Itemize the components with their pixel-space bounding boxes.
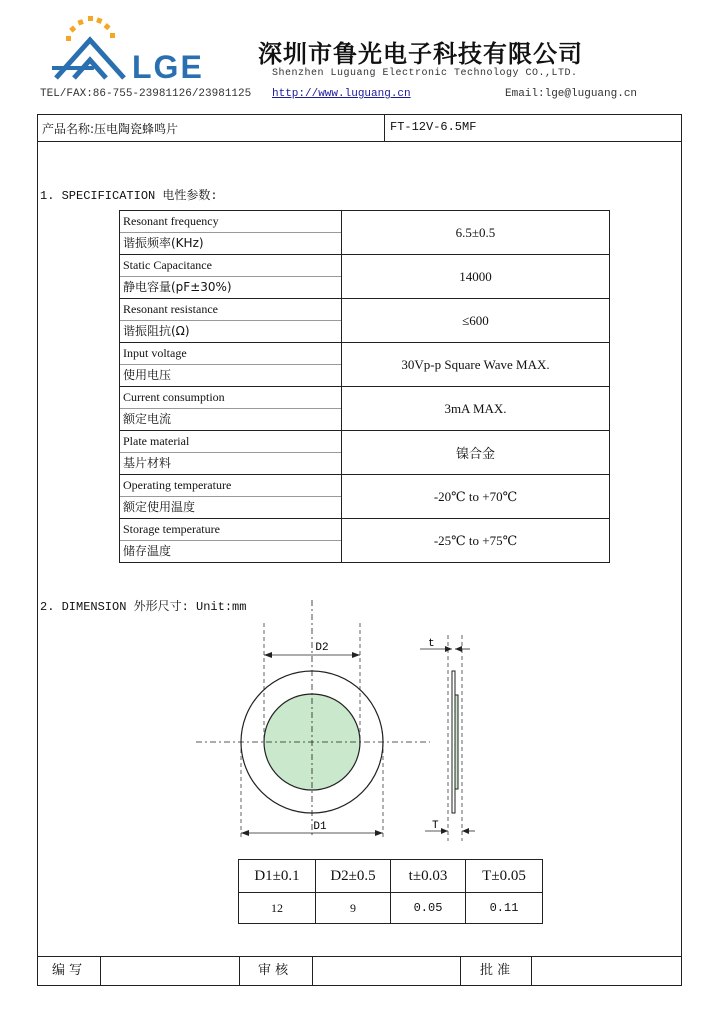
logo-mark-icon	[52, 14, 232, 84]
spec-label-en: Static Capacitance	[120, 255, 341, 277]
spec-label-en: Resonant resistance	[120, 299, 341, 321]
side-ceramic	[455, 695, 458, 789]
spec-row	[120, 431, 610, 475]
spec-label	[120, 387, 342, 431]
signoff-bar	[37, 956, 682, 986]
dim-header-d2: D2±0.5	[316, 860, 391, 893]
dimension-drawing	[180, 595, 500, 855]
spec-label-en: Operating temperature	[120, 475, 341, 497]
d1-label: D1	[313, 821, 327, 833]
divider	[100, 956, 101, 986]
dim-header-d1: D1±0.1	[239, 860, 316, 893]
tel-fax: TEL/FAX:86-755-23981126/23981125	[40, 88, 252, 100]
spec-label-en: Current consumption	[120, 387, 341, 409]
spec-value: 14000	[342, 255, 610, 299]
divider	[312, 956, 313, 986]
spec-label	[120, 211, 342, 255]
company-name-en: Shenzhen Luguang Electronic Technology CO.,LTD.	[272, 68, 578, 79]
d2-label: D2	[315, 642, 329, 654]
spec-label	[120, 519, 342, 563]
spec-label-cn: 储存温度	[123, 544, 172, 558]
spec-row	[120, 475, 610, 519]
spec-label-cn: 基片材料	[123, 456, 172, 470]
dim-value-t: 0.05	[391, 893, 466, 924]
spec-table	[119, 210, 610, 563]
dim-value-d2: 9	[316, 893, 391, 924]
spec-title: 1. SPECIFICATION 电性参数:	[40, 189, 218, 203]
spec-label-en: Resonant frequency	[120, 211, 341, 233]
dim-header-T: T±0.05	[466, 860, 543, 893]
spec-value: -25℃ to +75℃	[342, 519, 610, 563]
spec-label-cn: 静电容量(pF±30%)	[123, 280, 232, 294]
compiled-label: 编 写	[52, 963, 83, 978]
spec-label	[120, 475, 342, 519]
spec-label-cn: 额定使用温度	[123, 500, 196, 514]
company-logo	[52, 14, 232, 84]
spec-value: 6.5±0.5	[342, 211, 610, 255]
spec-value: -20℃ to +70℃	[342, 475, 610, 519]
spec-label-en: Plate material	[120, 431, 341, 453]
logo-text: LGE	[132, 49, 204, 84]
spec-row	[120, 387, 610, 431]
spec-row	[120, 299, 610, 343]
spec-label-en: Input voltage	[120, 343, 341, 365]
spec-label	[120, 299, 342, 343]
product-model: FT-12V-6.5MF	[390, 120, 477, 134]
divider	[460, 956, 461, 986]
spec-label-cn: 谐振频率(KHz)	[123, 236, 204, 250]
dimension-title: 2. DIMENSION 外形尺寸: Unit:mm	[40, 600, 247, 614]
T-label: T	[432, 820, 439, 832]
t-label: t	[428, 638, 435, 650]
spec-label-cn: 使用电压	[123, 368, 172, 382]
spec-value: 镍合金	[342, 431, 610, 475]
product-name: 产品名称:压电陶瓷蜂鸣片	[42, 122, 179, 136]
spec-value: 3mA MAX.	[342, 387, 610, 431]
spec-label	[120, 431, 342, 475]
spec-value: ≤600	[342, 299, 610, 343]
approved-label: 批 准	[480, 963, 511, 978]
divider	[239, 956, 240, 986]
dim-value-T: 0.11	[466, 893, 543, 924]
website-link[interactable]: http://www.luguang.cn	[272, 88, 411, 100]
company-name-cn: 深圳市鲁光电子科技有限公司	[258, 40, 583, 68]
spec-label	[120, 255, 342, 299]
dim-header-t: t±0.03	[391, 860, 466, 893]
dim-value-d1: 12	[239, 893, 316, 924]
email: Email:lge@luguang.cn	[505, 88, 638, 100]
spec-row	[120, 211, 610, 255]
spec-value: 30Vp-p Square Wave MAX.	[342, 343, 610, 387]
spec-row	[120, 519, 610, 563]
divider	[531, 956, 532, 986]
divider	[384, 114, 385, 142]
dimension-table	[238, 859, 543, 924]
spec-label-cn: 额定电流	[123, 412, 172, 426]
reviewed-label: 审 核	[258, 963, 289, 978]
spec-row	[120, 255, 610, 299]
spec-label-cn: 谐振阻抗(Ω)	[123, 324, 190, 338]
spec-row	[120, 343, 610, 387]
spec-label-en: Storage temperature	[120, 519, 341, 541]
spec-label	[120, 343, 342, 387]
